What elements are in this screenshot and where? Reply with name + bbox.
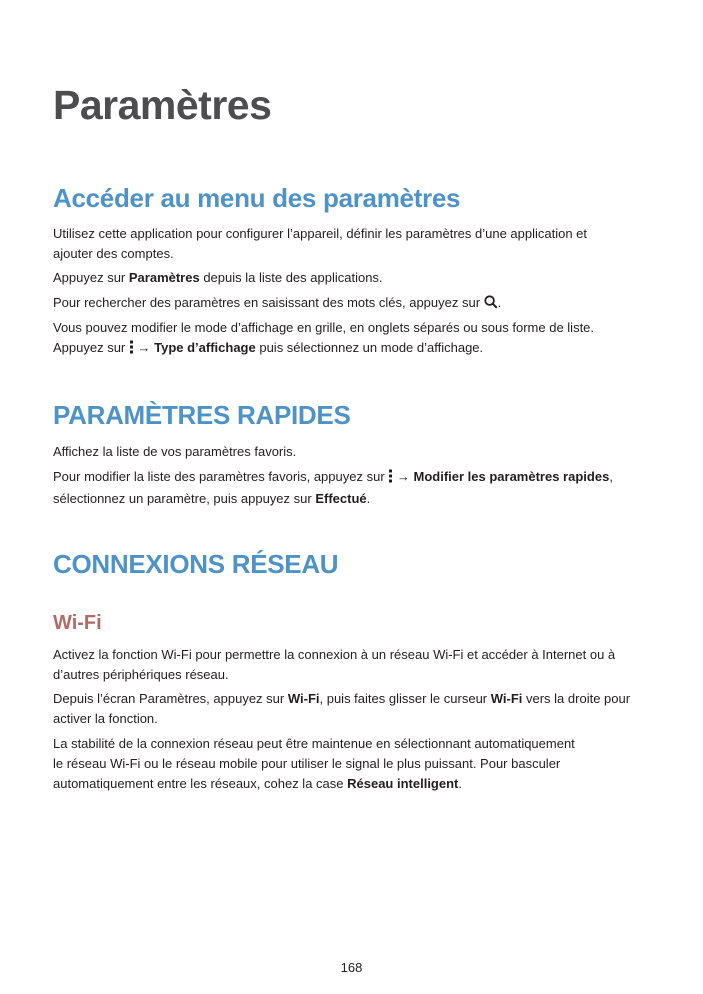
text-line [53, 467, 643, 489]
bold-term: Type d’affichage [154, 340, 256, 355]
paragraph-search [53, 293, 643, 315]
search-icon [484, 295, 498, 315]
text: Pour modifier la liste des paramètres favoris, appuyez sur [53, 469, 389, 484]
text: sélectionnez un paramètre, puis appuyez sur [53, 491, 316, 506]
bold-term: Réseau intelligent [347, 776, 459, 791]
bold-term: Effectué [315, 491, 367, 506]
text: Appuyez sur [53, 270, 129, 285]
text: . [497, 295, 502, 310]
text: automatiquement entre les réseaux, cohez la case [53, 776, 348, 791]
paragraph-view-mode [53, 318, 643, 360]
text-line: Utilisez cette application pour configurer l’appareil, définir les paramètres d’une application et [53, 226, 588, 241]
text-line: le réseau Wi-Fi ou le réseau mobile pour utiliser le signal le plus puissant. Pour basculer [53, 756, 561, 771]
paragraph-edit-quick-settings [53, 467, 643, 509]
text: . [366, 491, 371, 506]
bold-term: Modifier les paramètres rapides [413, 469, 610, 484]
paragraph-open-settings [53, 268, 643, 288]
page-number: 168 [340, 960, 363, 975]
text-line: Vous pouvez modifier le mode d’affichage en grille, en onglets séparés ou sous forme de liste. [53, 320, 595, 335]
text: . [458, 776, 462, 791]
text-line [53, 774, 643, 794]
arrow: → [393, 469, 414, 484]
text-line [53, 338, 643, 360]
text: , [609, 469, 613, 484]
section-heading-network: CONNEXIONS RÉSEAU [53, 549, 339, 579]
arrow: → [133, 340, 155, 355]
text-line [53, 489, 643, 509]
text: Affichez la liste de vos paramètres favoris. [53, 444, 297, 459]
paragraph-wifi-intro [53, 645, 643, 685]
text: vers la droite pour [522, 691, 631, 706]
paragraph-wifi-activate [53, 689, 643, 729]
section-heading-access-settings: Accéder au menu des paramètres [53, 183, 461, 213]
text-line: La stabilité de la connexion réseau peut être maintenue en sélectionnant automatiquement [53, 736, 575, 751]
text-line: activer la fonction. [53, 711, 158, 726]
text-line: ajouter des comptes. [53, 246, 174, 261]
section-heading-quick-settings: PARAMÈTRES RAPIDES [53, 400, 351, 430]
text: Appuyez sur [53, 340, 129, 355]
text-line: Activez la fonction Wi-Fi pour permettre la connexion à un réseau Wi-Fi et accéder à Internet ou à [53, 647, 616, 662]
text-line [53, 689, 643, 709]
text-line: d’autres périphériques réseau. [53, 667, 229, 682]
page-title: Paramètres [53, 82, 272, 128]
subsection-heading-wifi: Wi-Fi [53, 612, 102, 634]
text: Pour rechercher des paramètres en saisissant des mots clés, appuyez sur [53, 295, 484, 310]
text: puis sélectionnez un mode d’affichage. [255, 340, 484, 355]
text: Depuis l’écran Paramètres, appuyez sur [53, 691, 288, 706]
paragraph-smart-network [53, 734, 643, 794]
text: , puis faites glisser le curseur [319, 691, 491, 706]
bold-term: Paramètres [128, 270, 200, 285]
text: depuis la liste des applications. [199, 270, 383, 285]
bold-term: Wi-Fi [490, 691, 523, 706]
paragraph-intro [53, 224, 643, 264]
paragraph-favorites [53, 442, 643, 462]
bold-term: Wi-Fi [287, 691, 320, 706]
